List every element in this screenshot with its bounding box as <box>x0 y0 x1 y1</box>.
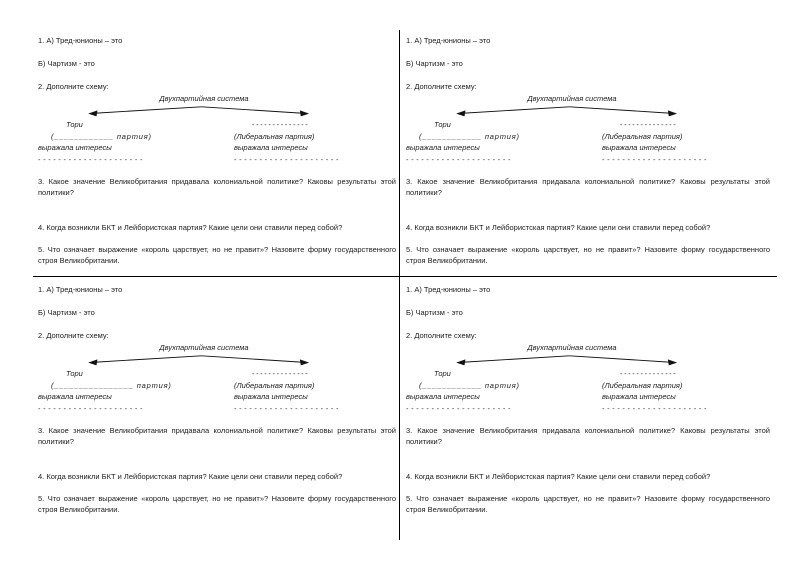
tory-party-blank: (____________ партия) <box>419 380 520 390</box>
diagram-columns <box>38 368 350 414</box>
tory-column <box>406 368 566 414</box>
liberal-party-label: (Либеральная партия) <box>234 131 315 141</box>
question-2: 2. Дополните схему: <box>406 331 477 340</box>
question-1a: 1. А) Тред-юнионы – это <box>406 36 491 45</box>
question-2: 2. Дополните схему: <box>38 82 109 91</box>
question-2: 2. Дополните схему: <box>38 331 109 340</box>
worksheet-quadrant <box>406 35 770 267</box>
question-5: 5. Что означает выражение «король царствует, но не правит»? Назовите форму государственного строя Великобритании. <box>406 493 770 514</box>
liberal-party-label: (Либеральная партия) <box>602 131 683 141</box>
vertical-divider <box>399 30 400 540</box>
question-1b: Б) Чартизм - это <box>406 59 463 68</box>
tory-party-blank: (____________ партия) <box>419 131 520 141</box>
tory-party-blank: (________________ партия) <box>51 380 172 390</box>
question-4: 4. Когда возникли БКТ и Лейбористская партия? Какие цели они ставили перед собой? <box>38 222 343 232</box>
liberal-party-label: (Либеральная партия) <box>602 380 683 390</box>
liberal-represents-label: выражала интересы <box>602 392 676 401</box>
arrow-left-head-icon <box>88 359 97 365</box>
diagram-arrows-icon <box>38 353 350 366</box>
liberal-answer-line: --------------------- <box>234 154 342 164</box>
diagram-columns <box>406 119 718 165</box>
arrow-left-line <box>97 107 202 113</box>
diagram-columns <box>38 119 350 165</box>
liberal-name-blank: -------------- <box>252 120 310 129</box>
diagram-columns <box>406 368 718 414</box>
liberal-represents-label: выражала интересы <box>602 143 676 152</box>
tory-column <box>38 368 198 414</box>
arrow-right-head-icon <box>300 110 309 116</box>
liberal-column <box>234 368 350 414</box>
arrow-right-line <box>569 356 668 362</box>
arrow-left-head-icon <box>88 110 97 116</box>
tory-label: Тори <box>434 369 451 378</box>
two-party-system-diagram <box>38 342 396 415</box>
tory-represents-label: выражала интересы <box>38 143 112 152</box>
question-3: 3. Какое значение Великобритания придавала колониальной политике? Каковы результаты этой политики? <box>38 176 396 197</box>
liberal-name-blank: -------------- <box>620 369 678 378</box>
liberal-answer-line: --------------------- <box>234 403 342 413</box>
tory-column <box>406 119 566 165</box>
liberal-answer-line: --------------------- <box>602 154 710 164</box>
question-5: 5. Что означает выражение «король царствует, но не правит»? Назовите форму государственного строя Великобритании. <box>406 244 770 265</box>
arrow-left-line <box>97 356 202 362</box>
tory-column <box>38 119 198 165</box>
arrow-right-head-icon <box>300 359 309 365</box>
worksheet-quadrant <box>38 35 396 267</box>
question-1a: 1. А) Тред-юнионы – это <box>38 285 123 294</box>
question-2: 2. Дополните схему: <box>406 82 477 91</box>
arrow-left-head-icon <box>456 359 465 365</box>
diagram-arrows-icon <box>406 353 718 366</box>
tory-label: Тори <box>434 120 451 129</box>
question-1a: 1. А) Тред-юнионы – это <box>406 285 491 294</box>
tory-represents-label: выражала интересы <box>38 392 112 401</box>
liberal-column <box>234 119 350 165</box>
arrow-right-head-icon <box>668 110 677 116</box>
arrow-left-head-icon <box>456 110 465 116</box>
two-party-system-diagram <box>406 93 770 166</box>
diagram-title: Двухпартийная система <box>527 93 617 103</box>
liberal-represents-label: выражала интересы <box>234 392 308 401</box>
liberal-column <box>602 368 718 414</box>
arrow-right-line <box>201 356 300 362</box>
diagram-arrows-icon <box>406 104 718 117</box>
diagram-title: Двухпартийная система <box>159 93 249 103</box>
diagram-arrows-icon <box>38 104 350 117</box>
liberal-name-blank: -------------- <box>252 369 310 378</box>
tory-answer-line: --------------------- <box>406 403 514 413</box>
tory-label: Тори <box>66 120 83 129</box>
question-3: 3. Какое значение Великобритания придавала колониальной политике? Каковы результаты этой политики? <box>406 176 770 197</box>
liberal-party-label: (Либеральная партия) <box>234 380 315 390</box>
horizontal-divider <box>33 276 777 277</box>
tory-represents-label: выражала интересы <box>406 392 480 401</box>
tory-label: Тори <box>66 369 83 378</box>
question-4: 4. Когда возникли БКТ и Лейбористская партия? Какие цели они ставили перед собой? <box>406 471 711 481</box>
diagram-title: Двухпартийная система <box>527 342 617 352</box>
two-party-system-diagram <box>406 342 770 415</box>
question-1b: Б) Чартизм - это <box>406 308 463 317</box>
question-5: 5. Что означает выражение «король царствует, но не правит»? Назовите форму государственного строя Великобритании. <box>38 244 396 265</box>
worksheet-quadrant <box>406 284 770 516</box>
question-3: 3. Какое значение Великобритания придавала колониальной политике? Каковы результаты этой политики? <box>406 425 770 446</box>
arrow-right-line <box>201 107 300 113</box>
liberal-represents-label: выражала интересы <box>234 143 308 152</box>
arrow-left-line <box>465 356 570 362</box>
question-1a: 1. А) Тред-юнионы – это <box>38 36 123 45</box>
liberal-column <box>602 119 718 165</box>
liberal-answer-line: --------------------- <box>602 403 710 413</box>
worksheet-quadrant <box>38 284 396 516</box>
arrow-left-line <box>465 107 570 113</box>
question-1b: Б) Чартизм - это <box>38 59 95 68</box>
liberal-name-blank: -------------- <box>620 120 678 129</box>
two-party-system-diagram <box>38 93 396 166</box>
diagram-title: Двухпартийная система <box>159 342 249 352</box>
tory-answer-line: --------------------- <box>406 154 514 164</box>
tory-party-blank: (____________ партия) <box>51 131 152 141</box>
tory-answer-line: --------------------- <box>38 154 146 164</box>
question-5: 5. Что означает выражение «король царствует, но не правит»? Назовите форму государственного строя Великобритании. <box>38 493 396 514</box>
tory-represents-label: выражала интересы <box>406 143 480 152</box>
question-4: 4. Когда возникли БКТ и Лейбористская партия? Какие цели они ставили перед собой? <box>38 471 343 481</box>
arrow-right-head-icon <box>668 359 677 365</box>
arrow-right-line <box>569 107 668 113</box>
question-3: 3. Какое значение Великобритания придавала колониальной политике? Каковы результаты этой политики? <box>38 425 396 446</box>
question-4: 4. Когда возникли БКТ и Лейбористская партия? Какие цели они ставили перед собой? <box>406 222 711 232</box>
question-1b: Б) Чартизм - это <box>38 308 95 317</box>
tory-answer-line: --------------------- <box>38 403 146 413</box>
